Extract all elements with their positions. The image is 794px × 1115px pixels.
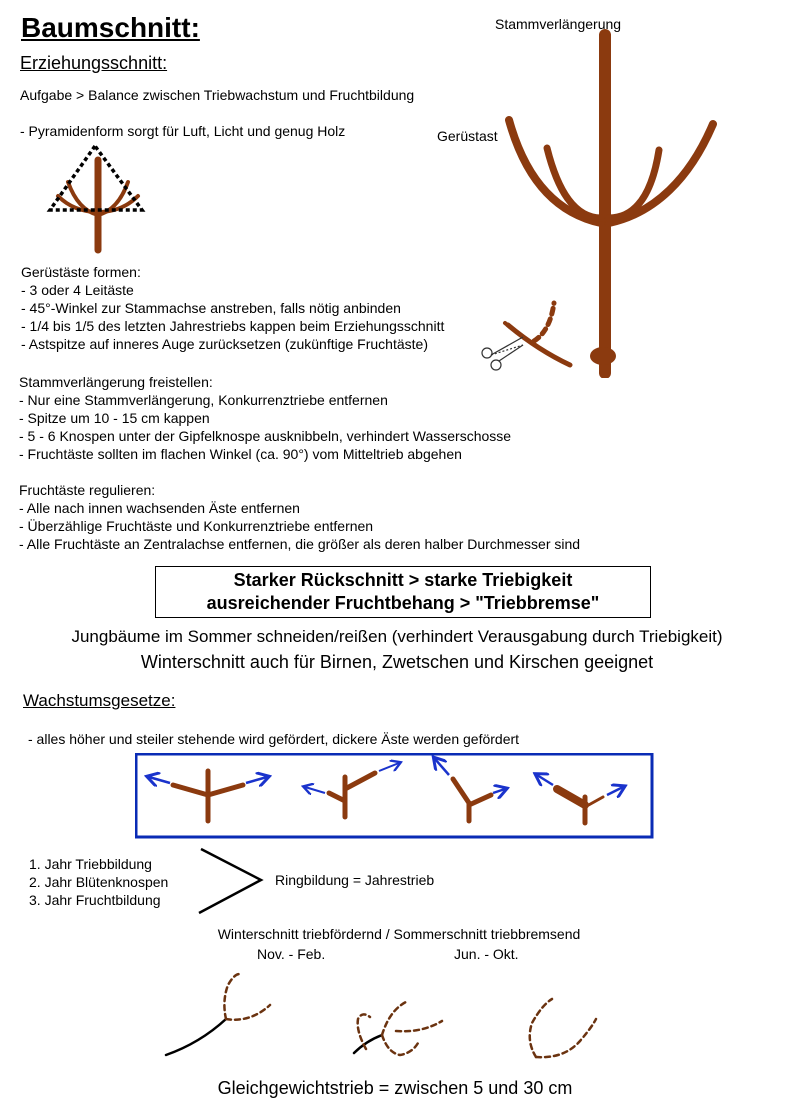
year-bracket-icon bbox=[195, 845, 270, 917]
stammverlaengerung-block bbox=[19, 373, 511, 463]
rule-box bbox=[155, 566, 651, 618]
balance-note: Gleichgewichtstrieb = zwischen 5 und 30 cm bbox=[217, 1078, 573, 1098]
growth-figure-symmetric bbox=[149, 771, 267, 821]
season-line: Winterschnitt triebfördernd / Sommerschnitt triebbremsend bbox=[217, 926, 581, 942]
task-text: Aufgabe > Balance zwischen Triebwachstum und Fruchtbildung bbox=[20, 87, 415, 103]
pyramid-tree-illustration bbox=[40, 140, 150, 255]
stammverlaengerung-heading: Stammverlängerung freistellen: bbox=[19, 374, 213, 390]
growth-figure-steeper bbox=[435, 759, 505, 821]
list-item: - Nur eine Stammverlängerung, Konkurrenztriebe entfernen bbox=[19, 392, 388, 408]
list-item: 3. Jahr Fruchtbildung bbox=[29, 892, 161, 908]
growth-figure-thicker bbox=[537, 775, 623, 823]
list-item: - 1/4 bis 1/5 des letzten Jahrestriebs kappen beim Erziehungsschnitt bbox=[21, 318, 445, 334]
summer-note: Jungbäume im Sommer schneiden/reißen (verhindert Verausgabung durch Triebigkeit) bbox=[71, 627, 723, 646]
list-item: 2. Jahr Blütenknospen bbox=[29, 874, 169, 890]
pyramid-text: - Pyramidenform sorgt für Luft, Licht und genug Holz bbox=[20, 123, 346, 139]
label-geruestast: Gerüstast bbox=[437, 128, 498, 144]
list-item: - Alle Fruchtäste an Zentralachse entfernen, die größer als deren halber Durchmesser sind bbox=[19, 536, 581, 552]
geruestaeste-block bbox=[21, 263, 444, 353]
cut-detail-illustration bbox=[478, 295, 578, 375]
summer-months: Jun. - Okt. bbox=[454, 946, 519, 962]
list-item: - 45°-Winkel zur Stammachse anstreben, falls nötig anbinden bbox=[21, 300, 401, 316]
list-item: - Überzählige Fruchtäste und Konkurrenztriebe entfernen bbox=[19, 518, 374, 534]
geruestaeste-heading: Gerüstäste formen: bbox=[21, 264, 141, 280]
shoot-diagram-summer bbox=[354, 1001, 442, 1055]
rule-line-1: Starker Rückschnitt > starke Triebigkeit bbox=[233, 570, 573, 590]
shoot-diagram-winter bbox=[166, 974, 270, 1055]
rule-line-2: ausreichender Fruchtbehang > "Triebbremse" bbox=[206, 593, 600, 613]
winter-note: Winterschnitt auch für Birnen, Zwetschen und Kirschen geeignet bbox=[140, 652, 654, 672]
growth-figure-higher bbox=[305, 763, 399, 817]
fruchtaeste-heading: Fruchtäste regulieren: bbox=[19, 482, 156, 498]
scissors-icon bbox=[482, 337, 523, 370]
list-item: - 3 oder 4 Leitäste bbox=[21, 282, 134, 298]
fruchtaeste-block bbox=[19, 481, 580, 553]
list-item: - 5 - 6 Knospen unter der Gipfelknospe ausknibbeln, verhindert Wasserschosse bbox=[19, 428, 512, 444]
rule-text: - alles höher und steiler stehende wird gefördert, dickere Äste werden gefördert bbox=[28, 731, 520, 747]
winter-months: Nov. - Feb. bbox=[257, 946, 326, 962]
list-item: - Fruchtäste sollten im flachen Winkel (ca. 90°) vom Mitteltrieb abgehen bbox=[19, 446, 462, 462]
list-item: - Spitze um 10 - 15 cm kappen bbox=[19, 410, 210, 426]
section-heading-wachstum: Wachstumsgesetze: bbox=[23, 691, 176, 710]
list-item: - Astspitze auf inneres Auge zurücksetzen (zukünftige Fruchtäste) bbox=[21, 336, 428, 352]
years-list bbox=[29, 855, 168, 909]
page-title: Baumschnitt: bbox=[21, 12, 200, 43]
section-heading-erziehung: Erziehungsschnitt: bbox=[20, 53, 168, 73]
list-item: - Alle nach innen wachsenden Äste entfernen bbox=[19, 500, 300, 516]
shoot-cut-diagrams bbox=[160, 965, 620, 1065]
shoot-diagram-balance bbox=[530, 999, 596, 1057]
growth-laws-diagram bbox=[135, 753, 655, 839]
label-stammverlaengerung: Stammverlängerung bbox=[495, 16, 622, 32]
ring-text: Ringbildung = Jahrestrieb bbox=[275, 872, 435, 888]
list-item: 1. Jahr Triebbildung bbox=[29, 856, 152, 872]
